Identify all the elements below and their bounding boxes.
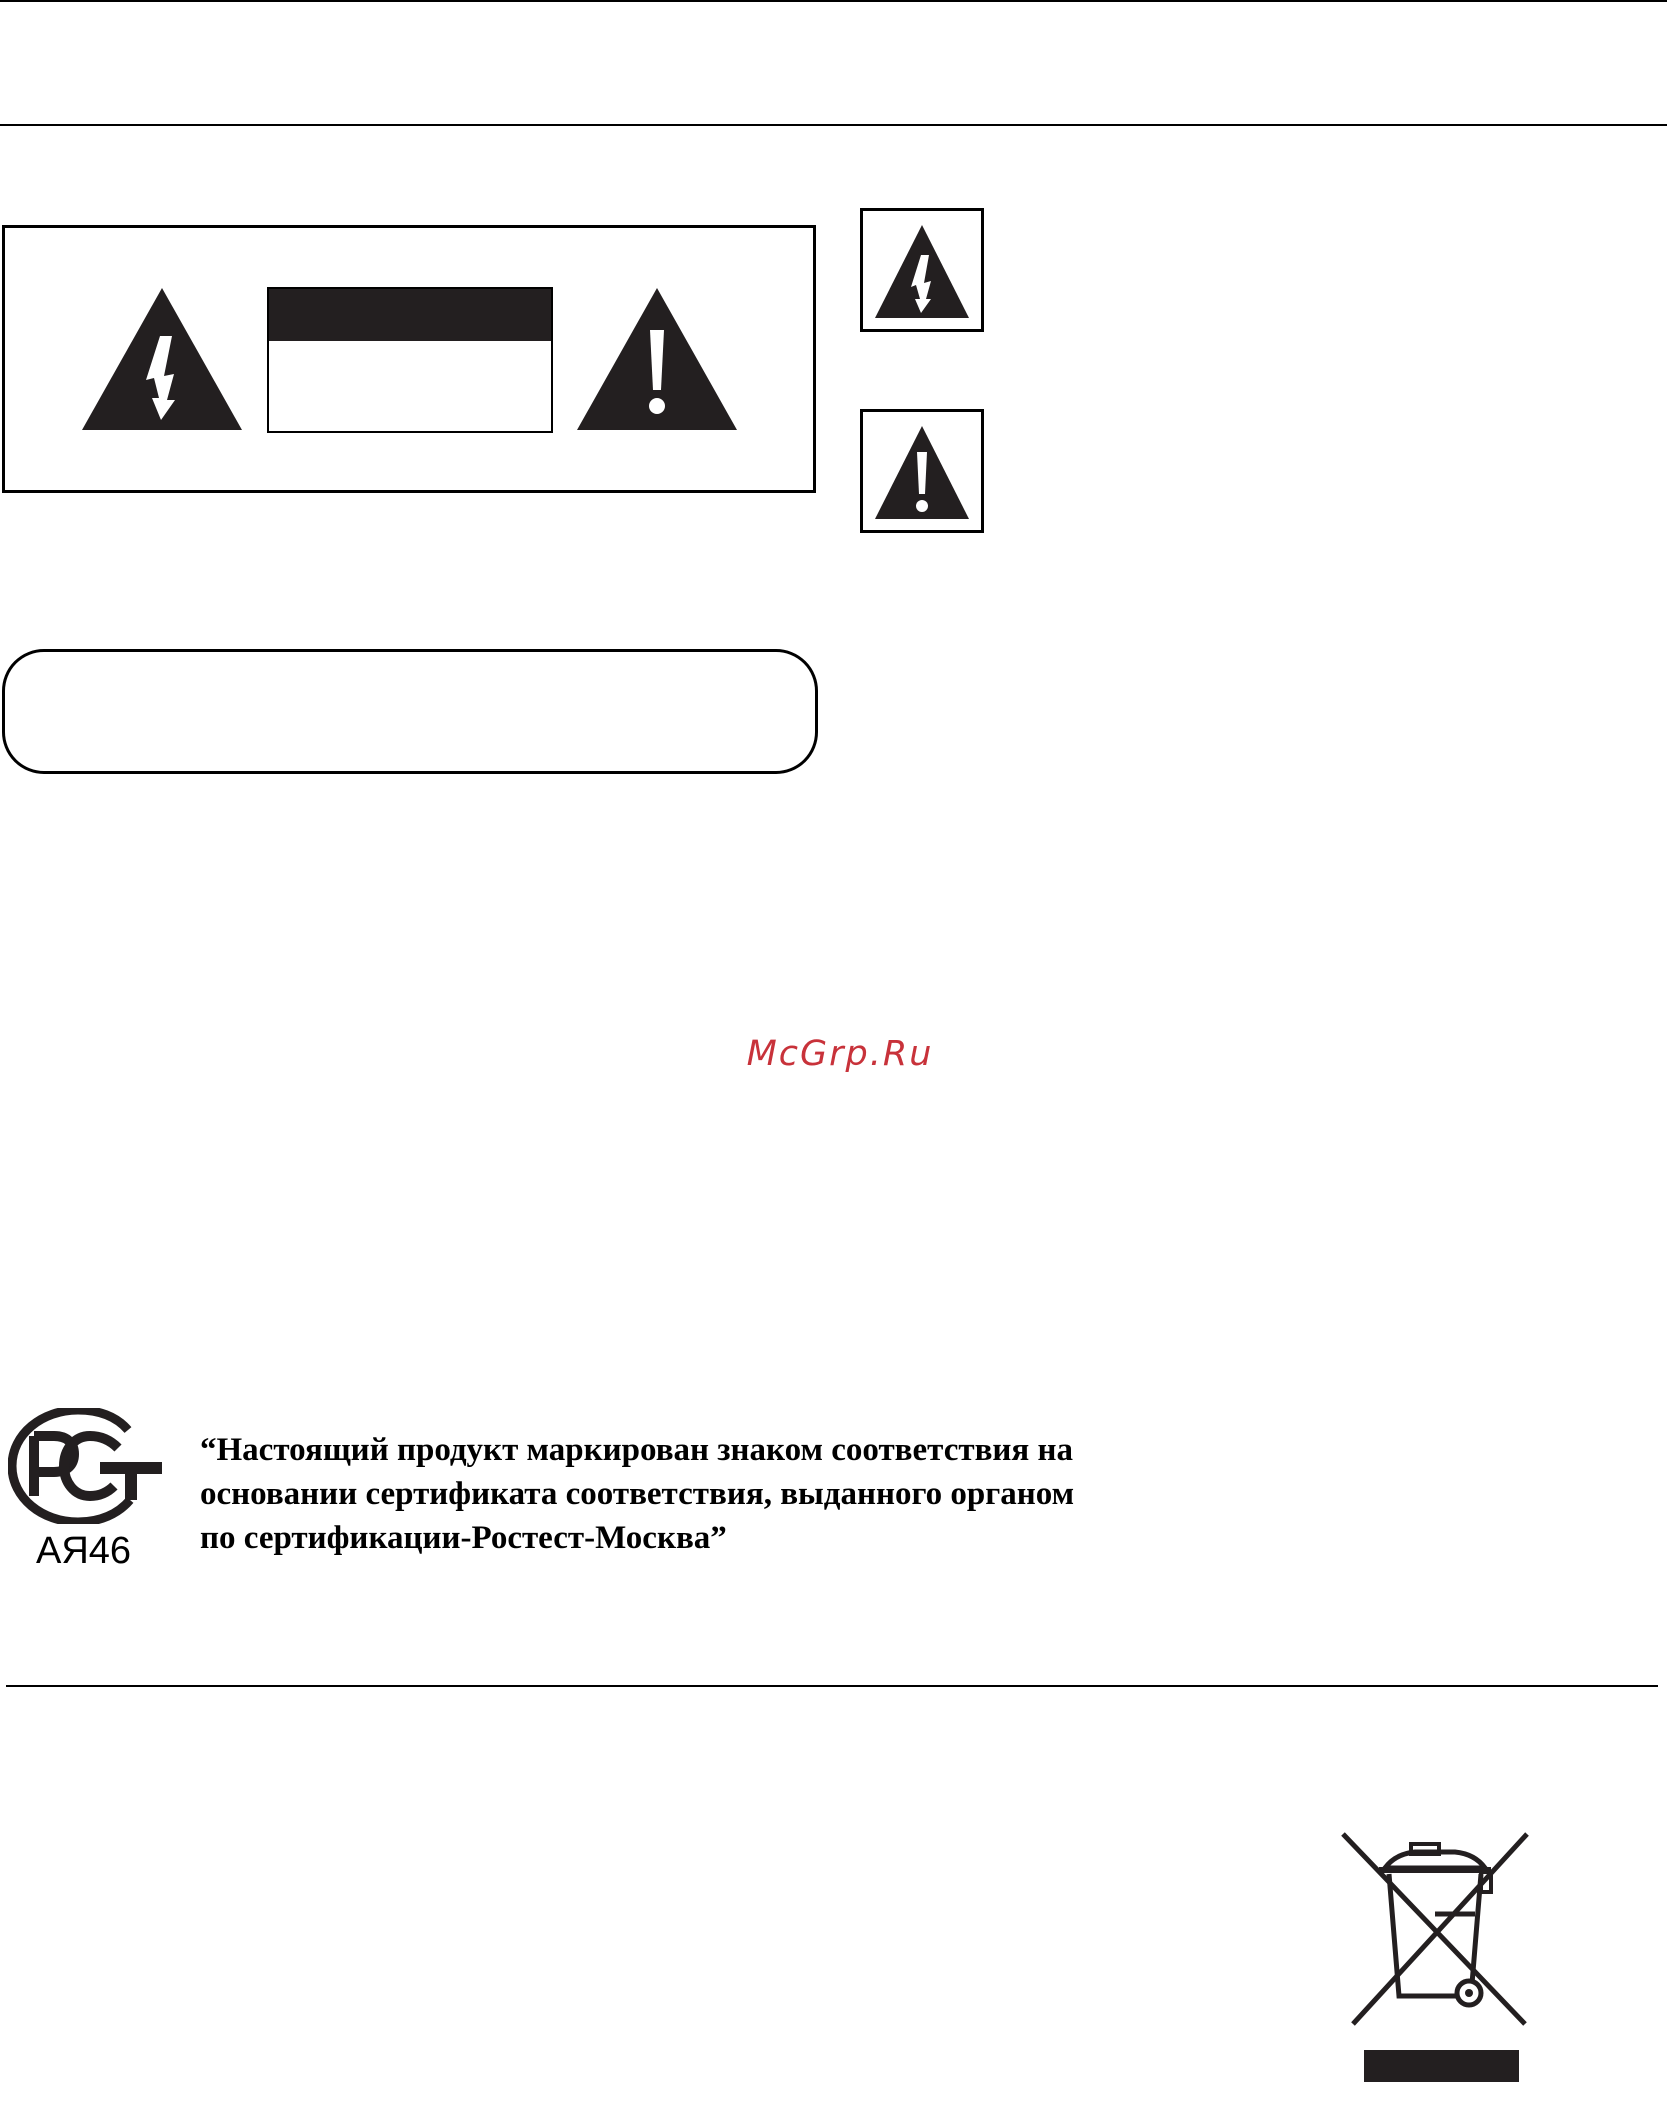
lightning-triangle-icon [863, 211, 981, 329]
crossed-wheelie-bin-icon [1335, 1826, 1535, 2030]
header-rule [0, 124, 1667, 126]
statement-line: “Настоящий продукт маркирован знаком соответствия на [200, 1432, 1074, 1468]
exclamation-triangle-icon [577, 288, 737, 430]
warning-label-box [267, 287, 553, 433]
watermark-text: McGrp.Ru [746, 1034, 934, 1074]
certification-statement [200, 1428, 1180, 1560]
top-rule [0, 0, 1667, 2]
pct-certification-icon [8, 1408, 164, 1524]
lightning-triangle-icon [82, 288, 242, 430]
certification-code: АЯ46 [36, 1530, 132, 1572]
warning-label-header-bar [269, 289, 551, 341]
section-divider [6, 1685, 1658, 1687]
statement-line: по сертификации-Ростест-Москва” [200, 1520, 727, 1556]
side-lightning-symbol [860, 208, 984, 332]
exclamation-triangle-icon [863, 412, 981, 530]
disposal-symbol-bar [1364, 2050, 1519, 2082]
side-exclamation-symbol [860, 409, 984, 533]
statement-line: основании сертификата соответствия, выданного органом [200, 1476, 1075, 1512]
caution-rounded-box [2, 649, 818, 774]
